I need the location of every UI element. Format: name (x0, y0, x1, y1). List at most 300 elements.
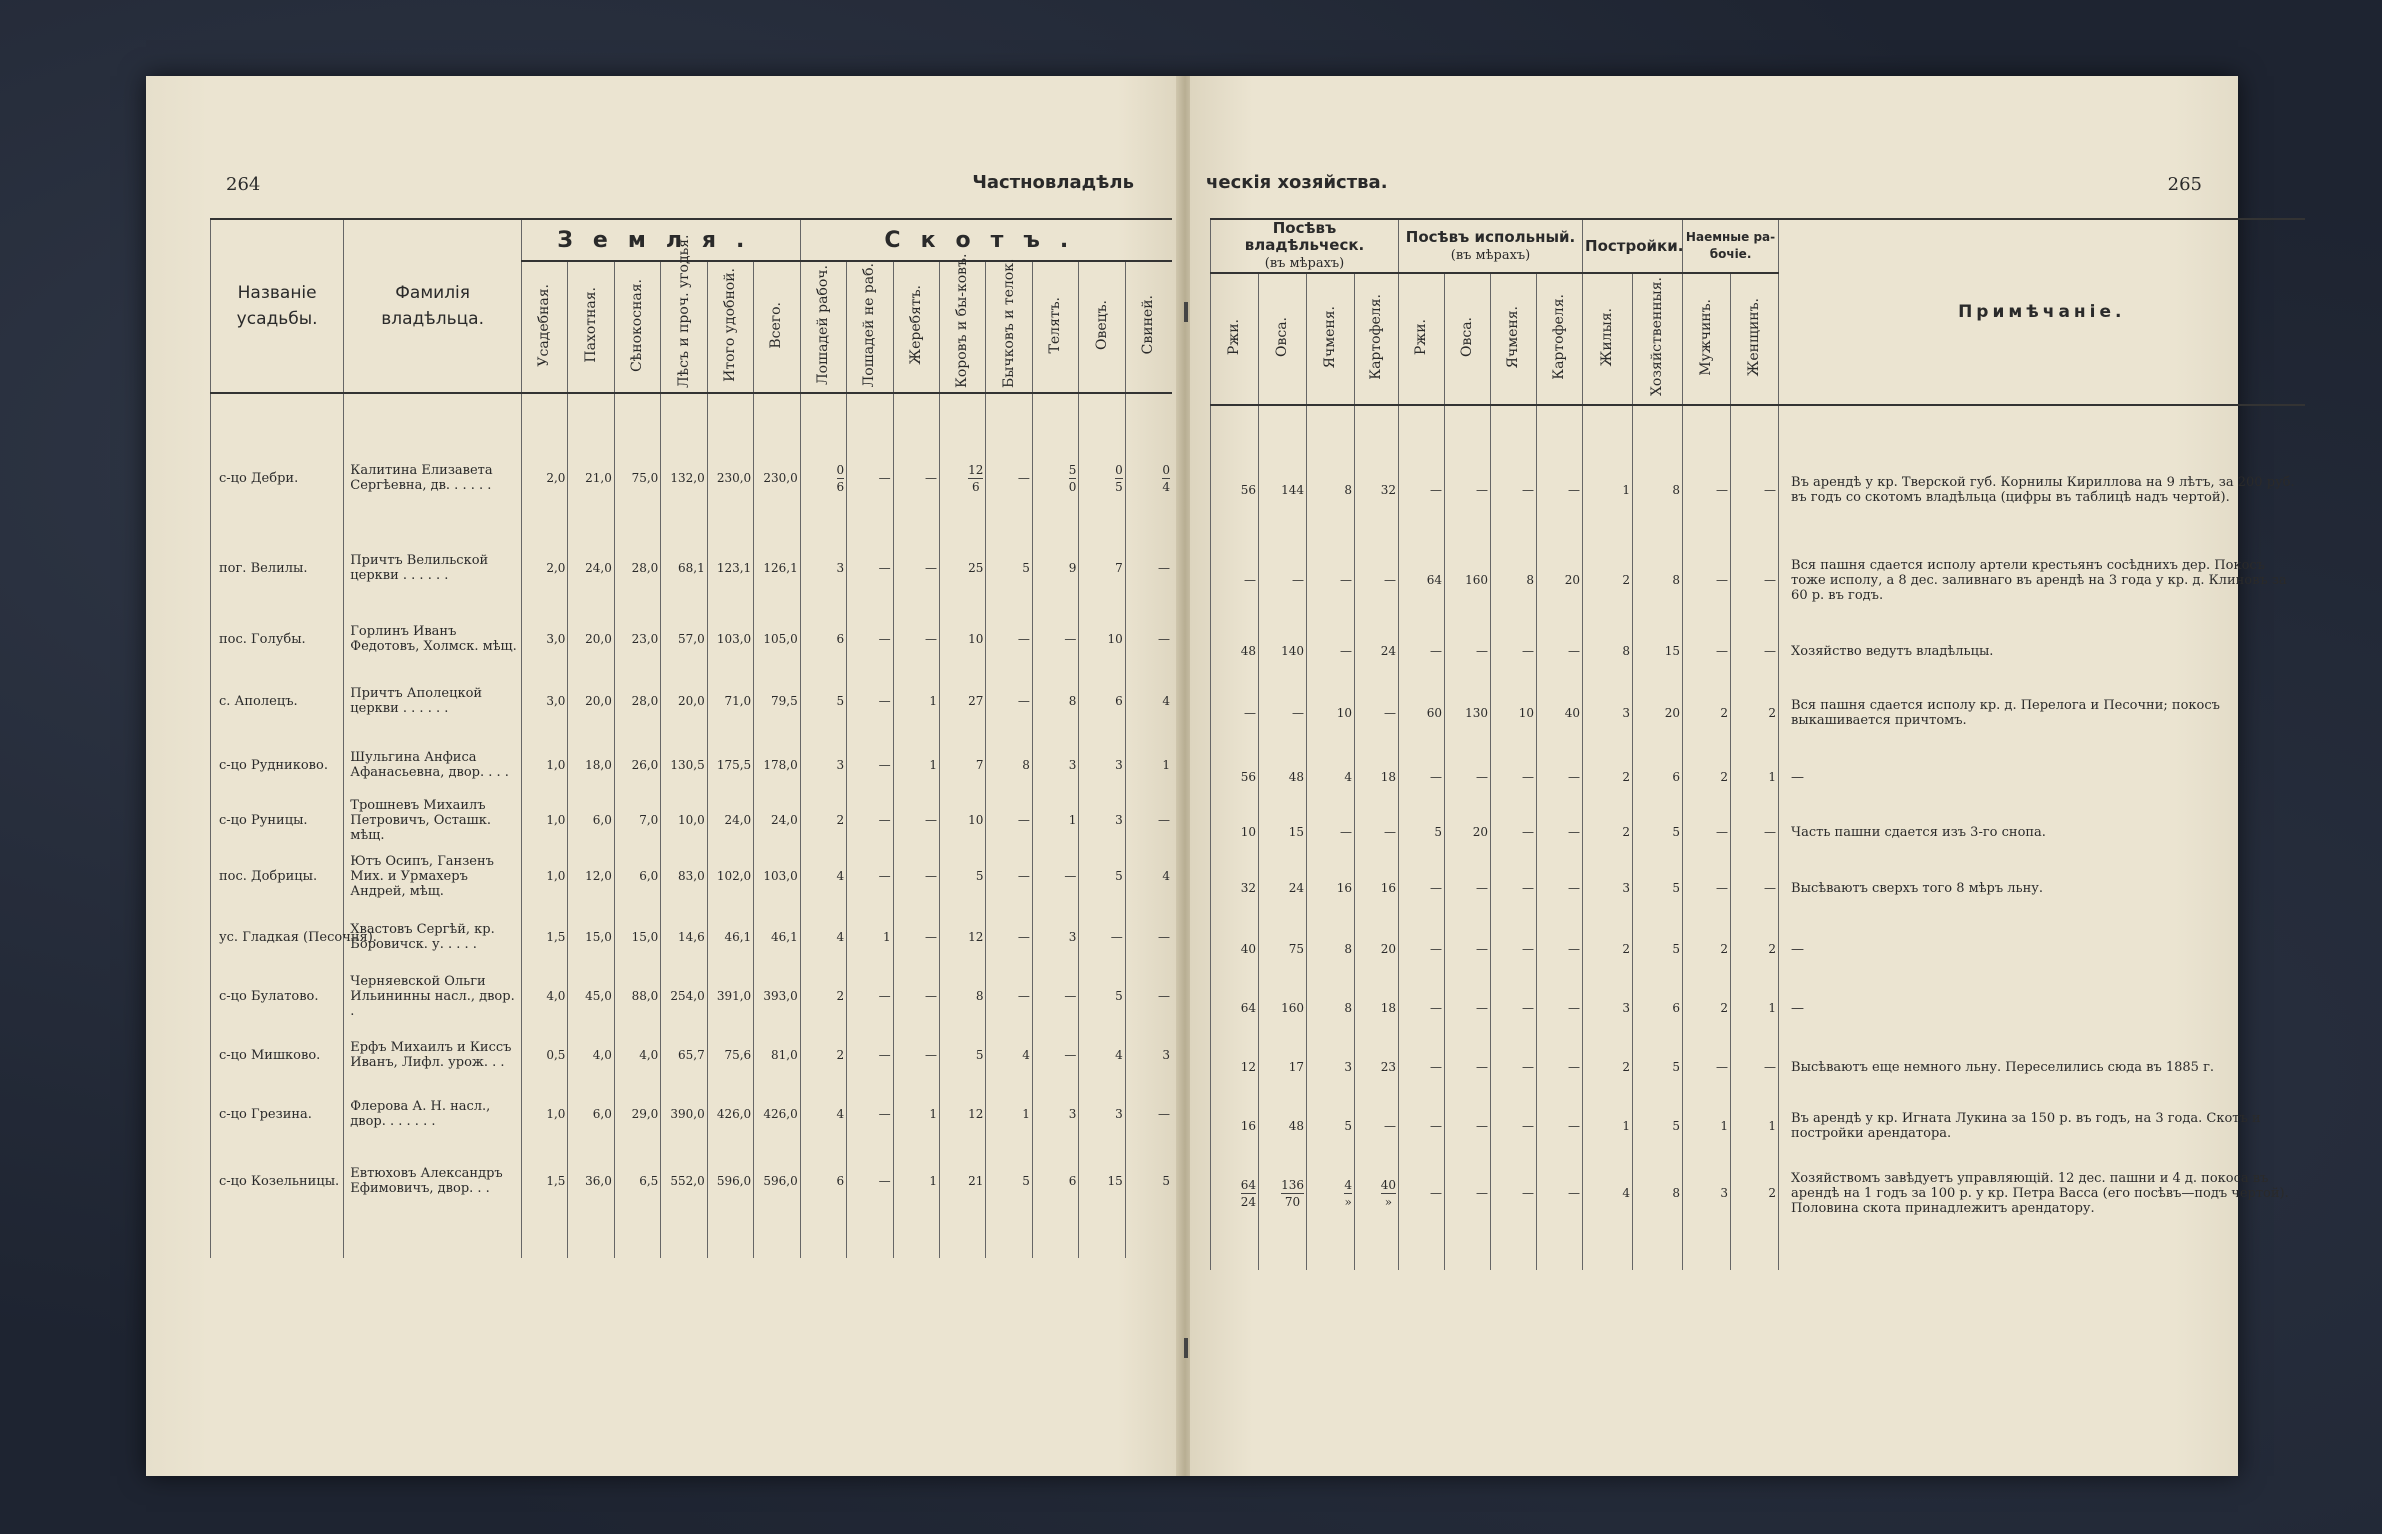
sowing-share-col-header-1 (1445, 273, 1491, 405)
spacer-cell (754, 1220, 801, 1258)
owner-name: Черняевской Ольги Ильининны насл., двор. . (344, 968, 522, 1024)
sowing-own-value: — (1259, 678, 1307, 748)
buildings-value: 5 (1633, 1036, 1683, 1098)
cattle-value: 4 (800, 1086, 846, 1142)
cattle-value: 8 (986, 736, 1032, 794)
cattle-col-header-5-label: Телятъ. (1047, 296, 1064, 354)
spacer-cell (1259, 1232, 1307, 1270)
spacer-cell (1259, 405, 1307, 444)
sowing-share-value: 20 (1537, 536, 1583, 624)
buildings-value: 2 (1583, 918, 1633, 980)
spacer-row (1211, 405, 2305, 444)
land-value: 79,5 (754, 666, 801, 736)
cattle-value: 10 (940, 612, 986, 666)
workers-value: — (1683, 1036, 1731, 1098)
fraction-bottom: 70 (1284, 1194, 1301, 1209)
sowing-share-value: 40 (1537, 678, 1583, 748)
land-value: 103,0 (754, 846, 801, 906)
owner-name: Горлинъ Иванъ Федотовъ, Холмск. мѣщ. (344, 612, 522, 666)
land-value: 175,5 (707, 736, 753, 794)
table-row (1211, 1036, 2305, 1098)
cattle-value: 3 (1125, 1024, 1172, 1086)
cattle-value: — (893, 432, 939, 524)
sowing-own-value: — (1355, 806, 1399, 858)
cattle-value: — (847, 432, 893, 524)
sowing-own-value: 24 (1355, 624, 1399, 678)
fraction-top: 0 (1162, 462, 1170, 477)
spacer-cell (986, 393, 1032, 432)
land-value: 230,0 (754, 432, 801, 524)
land-value: 6,0 (568, 1086, 614, 1142)
estate-name: с-цо Козельницы. (211, 1142, 344, 1220)
sowing-own-value: 8 (1307, 444, 1355, 536)
fraction-value (837, 462, 845, 495)
table-row (1211, 678, 2305, 748)
sowing-own-value: — (1355, 536, 1399, 624)
workers-value: — (1731, 806, 1779, 858)
spacer-cell (1633, 1232, 1683, 1270)
land-value: 105,0 (754, 612, 801, 666)
workers-value: — (1683, 536, 1731, 624)
sowing-own-value: 32 (1211, 858, 1259, 918)
table-row (211, 736, 1173, 794)
spacer-cell (1125, 393, 1172, 432)
table-row (211, 1024, 1173, 1086)
cattle-value: 1 (893, 666, 939, 736)
cattle-value (940, 432, 986, 524)
sowing-share-value: 64 (1399, 536, 1445, 624)
sowing-own-col-header-0-label: Ржи. (1226, 318, 1242, 356)
land-value: 46,1 (707, 906, 753, 968)
binding-staple-top (1184, 302, 1188, 322)
sowing-own-value: 4 (1307, 748, 1355, 806)
sowing-share-value: — (1445, 1098, 1491, 1154)
note-text: Часть пашни сдается изъ 3-го снопа. (1779, 806, 2305, 858)
sowing-share-value: — (1399, 1036, 1445, 1098)
cattle-col-header-3-label: Коровъ и бы-ковъ. (954, 253, 971, 388)
note-text: — (1779, 748, 2305, 806)
land-value: 102,0 (707, 846, 753, 906)
buildings-value: 4 (1583, 1154, 1633, 1232)
land-value: 1,5 (522, 1142, 568, 1220)
land-value: 0,5 (522, 1024, 568, 1086)
cattle-value: — (986, 794, 1032, 846)
sowing-own-value: 56 (1211, 748, 1259, 806)
spacer-cell (1211, 405, 1259, 444)
spacer-cell (1583, 405, 1633, 444)
sowing-share-value: — (1491, 624, 1537, 678)
land-value: 75,6 (707, 1024, 753, 1086)
cattle-value: — (1125, 524, 1172, 612)
buildings-value: 8 (1583, 624, 1633, 678)
land-value: 36,0 (568, 1142, 614, 1220)
workers-value: 1 (1683, 1098, 1731, 1154)
spacer-cell (940, 393, 986, 432)
sowing-share-value: — (1537, 806, 1583, 858)
cattle-value: 8 (1032, 666, 1078, 736)
buildings-col-header-0-label: Жилыя. (1599, 307, 1616, 367)
sowing-own-value: — (1211, 536, 1259, 624)
spacer-cell (986, 1220, 1032, 1258)
cattle-value: — (893, 794, 939, 846)
land-value: 2,0 (522, 432, 568, 524)
workers-value: 1 (1731, 748, 1779, 806)
buildings-col-header-0 (1583, 273, 1633, 405)
sowing-share-value: — (1491, 444, 1537, 536)
fraction-top: 5 (1068, 462, 1077, 477)
land-col-header-1 (568, 261, 614, 393)
owner-name: Трошневъ Михаилъ Петровичъ, Осташк. мѣщ. (344, 794, 522, 846)
cattle-value: 4 (800, 906, 846, 968)
buildings-value: 3 (1583, 980, 1633, 1036)
land-value: 390,0 (661, 1086, 707, 1142)
workers-value: — (1683, 444, 1731, 536)
workers-value: — (1683, 806, 1731, 858)
table-row (211, 906, 1173, 968)
running-title-left: Частновладѣль (972, 172, 1134, 193)
spacer-cell (211, 1220, 344, 1258)
cattle-value: 5 (1079, 846, 1125, 906)
sowing-share-value: — (1445, 980, 1491, 1036)
table-row (211, 524, 1173, 612)
cattle-value: 1 (847, 906, 893, 968)
sowing-share-value: — (1491, 1036, 1537, 1098)
estate-name: с-цо Булатово. (211, 968, 344, 1024)
sowing-own-unit: (въ мѣрахъ) (1264, 256, 1345, 271)
sowing-share-value: — (1537, 1098, 1583, 1154)
fraction-bottom: 5 (1115, 479, 1123, 494)
sowing-share-value: — (1491, 918, 1537, 980)
land-value: 6,0 (568, 794, 614, 846)
land-group-header: Земля. (522, 219, 801, 261)
spacer-cell (1633, 405, 1683, 444)
workers-col-header-0 (1683, 273, 1731, 405)
fraction-top: 0 (1115, 462, 1123, 477)
cattle-value: 1 (893, 736, 939, 794)
sowing-own-value (1259, 1154, 1307, 1232)
workers-value: 2 (1683, 980, 1731, 1036)
cattle-value: 5 (1079, 968, 1125, 1024)
workers-value: — (1731, 858, 1779, 918)
land-col-header-5 (754, 261, 801, 393)
cattle-col-header-5 (1032, 261, 1078, 393)
owner-name: Хвастовъ Сергѣй, кр. Боровичск. у. . . . . (344, 906, 522, 968)
sowing-own-col-header-2-label: Ячменя. (1322, 305, 1338, 369)
cattle-value: — (847, 736, 893, 794)
buildings-value: 5 (1633, 806, 1683, 858)
cattle-value: 2 (800, 794, 846, 846)
note-text: — (1779, 980, 2305, 1036)
sowing-own-value: 32 (1355, 444, 1399, 536)
land-col-header-5-label: Всего. (768, 301, 785, 349)
sowing-own-value: 3 (1307, 1036, 1355, 1098)
cattle-value (1079, 432, 1125, 524)
spacer-cell (1491, 405, 1537, 444)
estate-header: Названіе усадьбы. (211, 219, 344, 393)
owner-name: Причтъ Аполецкой церкви . . . . . . (344, 666, 522, 736)
table-right (1210, 218, 2305, 1270)
land-col-header-2-label: Сѣнокосная. (629, 278, 646, 372)
land-value: 426,0 (754, 1086, 801, 1142)
sowing-share-value: — (1537, 918, 1583, 980)
sowing-own-value: 144 (1259, 444, 1307, 536)
cattle-value: 3 (800, 524, 846, 612)
buildings-value: 2 (1583, 536, 1633, 624)
sowing-own-value: 75 (1259, 918, 1307, 980)
land-value: 26,0 (614, 736, 660, 794)
page-number-left: 264 (226, 174, 261, 195)
sowing-share-value: — (1445, 1036, 1491, 1098)
buildings-value: 5 (1633, 918, 1683, 980)
buildings-value: 1 (1583, 444, 1633, 536)
cattle-value: 3 (1032, 906, 1078, 968)
spacer-cell (661, 393, 707, 432)
owner-name: Причтъ Велильской церкви . . . . . . (344, 524, 522, 612)
cattle-value: 2 (800, 968, 846, 1024)
cattle-value: — (893, 612, 939, 666)
note-text: Хозяйствомъ завѣдуетъ управляющій. 12 дес. пашни и 4 д. покоса въ арендѣ на 1 годъ за 100 р. у кр. Петра Васса (его посѣвъ—подъ чертой). Половина скота принадлежитъ арендатору. (1779, 1154, 2305, 1232)
spacer-cell (211, 393, 344, 432)
sowing-own-value: 18 (1355, 748, 1399, 806)
land-value: 20,0 (568, 612, 614, 666)
buildings-value: 6 (1633, 980, 1683, 1036)
sowing-share-value: — (1445, 444, 1491, 536)
spacer-cell (754, 393, 801, 432)
cattle-value: — (1079, 906, 1125, 968)
land-value: 130,5 (661, 736, 707, 794)
sowing-own-col-header-1-label: Овса. (1274, 317, 1290, 357)
cattle-value: 10 (1079, 612, 1125, 666)
fraction-value (1241, 1177, 1256, 1210)
sowing-own-value: 48 (1259, 748, 1307, 806)
workers-group-header: Наемные ра-бочіе. (1683, 219, 1779, 273)
sowing-own-value: — (1259, 536, 1307, 624)
fraction-bottom: » (1344, 1194, 1352, 1209)
cattle-value: — (847, 612, 893, 666)
cattle-value: — (986, 906, 1032, 968)
cattle-value: 12 (940, 1086, 986, 1142)
sowing-share-col-header-0 (1399, 273, 1445, 405)
sowing-share-value: — (1399, 444, 1445, 536)
sowing-own-col-header-0 (1211, 273, 1259, 405)
cattle-value (1125, 432, 1172, 524)
sowing-share-value: — (1399, 1098, 1445, 1154)
left-page (146, 76, 1180, 1476)
spacer-row (1211, 1232, 2305, 1270)
cattle-value: 25 (940, 524, 986, 612)
spacer-cell (1491, 1232, 1537, 1270)
buildings-value: 2 (1583, 1036, 1633, 1098)
cattle-value: 6 (1079, 666, 1125, 736)
cattle-col-header-2-label: Жеребятъ. (907, 285, 924, 365)
cattle-value: 3 (1032, 1086, 1078, 1142)
sowing-share-value: 5 (1399, 806, 1445, 858)
note-text: Хозяйство ведутъ владѣльцы. (1779, 624, 2305, 678)
workers-value: 2 (1683, 678, 1731, 748)
cattle-value: — (893, 1024, 939, 1086)
cattle-value: — (986, 612, 1032, 666)
cattle-value: 3 (1079, 1086, 1125, 1142)
spacer-cell (344, 1220, 522, 1258)
sowing-own-value: — (1355, 1098, 1399, 1154)
sowing-share-value: 130 (1445, 678, 1491, 748)
land-value: 65,7 (661, 1024, 707, 1086)
land-value: 28,0 (614, 524, 660, 612)
land-value: 57,0 (661, 612, 707, 666)
land-value: 10,0 (661, 794, 707, 846)
cattle-col-header-3 (940, 253, 986, 393)
owner-name: Флерова А. Н. насл., двор. . . . . . . (344, 1086, 522, 1142)
sowing-own-value: 12 (1211, 1036, 1259, 1098)
cattle-value: 1 (893, 1142, 939, 1220)
cattle-value: — (847, 666, 893, 736)
workers-value: — (1683, 624, 1731, 678)
fraction-top: 12 (968, 462, 984, 477)
right-page (1190, 76, 2295, 1476)
cattle-col-header-0 (800, 261, 846, 393)
cattle-value: 12 (940, 906, 986, 968)
sowing-share-col-header-1-label: Овса. (1459, 317, 1475, 357)
land-value: 552,0 (661, 1142, 707, 1220)
sowing-share-value: — (1399, 624, 1445, 678)
workers-col-header-1-label: Женщинъ. (1746, 297, 1763, 377)
running-title-right: ческія хозяйства. (1206, 172, 1388, 193)
spacer-cell (1779, 405, 2305, 444)
land-value: 1,0 (522, 846, 568, 906)
cattle-value: — (1032, 612, 1078, 666)
table-row (1211, 624, 2305, 678)
land-value: 178,0 (754, 736, 801, 794)
cattle-value: 5 (986, 524, 1032, 612)
fraction-value (1162, 462, 1170, 495)
estate-name: ус. Гладкая (Песочня). (211, 906, 344, 968)
sowing-own-value: 64 (1211, 980, 1259, 1036)
spacer-cell (1683, 405, 1731, 444)
cattle-value: — (847, 968, 893, 1024)
land-value: 4,0 (568, 1024, 614, 1086)
sowing-share-col-header-2-label: Ячменя. (1505, 305, 1521, 369)
sowing-share-value: 20 (1445, 806, 1491, 858)
cattle-value (1032, 432, 1078, 524)
sowing-share-value: — (1491, 980, 1537, 1036)
estate-name: с-цо Руницы. (211, 794, 344, 846)
land-value: 68,1 (661, 524, 707, 612)
buildings-value: 20 (1633, 678, 1683, 748)
land-value: 20,0 (568, 666, 614, 736)
spacer-cell (1537, 1232, 1583, 1270)
sowing-share-col-header-3 (1537, 273, 1583, 405)
fraction-bottom: 24 (1240, 1194, 1256, 1209)
land-value: 7,0 (614, 794, 660, 846)
table-row (211, 1142, 1173, 1220)
cattle-col-header-6 (1079, 261, 1125, 393)
cattle-value: — (986, 846, 1032, 906)
notes-header: Примѣчаніе. (1779, 219, 2305, 405)
workers-value: — (1731, 624, 1779, 678)
cattle-value: — (986, 666, 1032, 736)
sowing-share-value: — (1491, 748, 1537, 806)
sowing-share-value: — (1537, 1036, 1583, 1098)
sowing-own-col-header-3 (1355, 273, 1399, 405)
sowing-share-value: — (1445, 918, 1491, 980)
spacer-cell (1079, 393, 1125, 432)
sowing-own-value: 10 (1307, 678, 1355, 748)
cattle-value: 4 (1079, 1024, 1125, 1086)
spacer-cell (1583, 1232, 1633, 1270)
sowing-share-value: — (1537, 980, 1583, 1036)
land-value: 4,0 (614, 1024, 660, 1086)
table-row (211, 846, 1173, 906)
fraction-value (1344, 1177, 1352, 1210)
spacer-cell (568, 393, 614, 432)
sowing-own-value: 10 (1211, 806, 1259, 858)
land-value: 75,0 (614, 432, 660, 524)
cattle-value: 1 (1032, 794, 1078, 846)
table-row (1211, 444, 2305, 536)
cattle-value: 1 (893, 1086, 939, 1142)
cattle-value: — (1125, 794, 1172, 846)
spacer-cell (1355, 1232, 1399, 1270)
sowing-share-value: — (1491, 806, 1537, 858)
spacer-cell (1399, 1232, 1445, 1270)
cattle-value: — (1032, 1024, 1078, 1086)
land-value: 230,0 (707, 432, 753, 524)
cattle-value: — (847, 846, 893, 906)
cattle-value: 21 (940, 1142, 986, 1220)
fraction-value (968, 462, 983, 495)
spacer-row (211, 393, 1173, 432)
spacer-cell (707, 1220, 753, 1258)
table-row (211, 794, 1173, 846)
land-value: 21,0 (568, 432, 614, 524)
cattle-value: — (847, 524, 893, 612)
sowing-own-value: 20 (1355, 918, 1399, 980)
sowing-own-value: 48 (1259, 1098, 1307, 1154)
cattle-col-header-4-label: Бычковъ и телок. (1000, 258, 1017, 388)
sowing-own-value: 16 (1211, 1098, 1259, 1154)
cattle-value: 2 (800, 1024, 846, 1086)
fraction-value (1069, 462, 1077, 495)
spacer-cell (707, 393, 753, 432)
land-value: 88,0 (614, 968, 660, 1024)
land-col-header-3-label: Лѣсъ и проч. угодья. (675, 234, 692, 388)
cattle-value (800, 432, 846, 524)
cattle-value: 5 (940, 1024, 986, 1086)
note-text: Вся пашня сдается исполу артели крестьянъ сосѣднихъ дер. Покосъ тоже исполу, а 8 дес. заливнаго въ арендѣ на 3 года у кр. д. Клиновъ за 60 р. въ годъ. (1779, 536, 2305, 624)
buildings-col-header-1 (1633, 273, 1683, 405)
cattle-group-header: Скотъ. (800, 219, 1172, 261)
spacer-cell (1355, 405, 1399, 444)
buildings-value: 6 (1633, 748, 1683, 806)
spacer-cell (1445, 405, 1491, 444)
land-value: 29,0 (614, 1086, 660, 1142)
sowing-share-value: 160 (1445, 536, 1491, 624)
buildings-col-header-1-label: Хозяйственныя. (1649, 277, 1666, 397)
cattle-value: — (986, 432, 1032, 524)
sowing-own-value: 23 (1355, 1036, 1399, 1098)
sowing-share-value: — (1399, 980, 1445, 1036)
workers-value: 1 (1731, 1098, 1779, 1154)
cattle-value: — (847, 1086, 893, 1142)
spacer-cell (614, 1220, 660, 1258)
land-value: 1,0 (522, 736, 568, 794)
fraction-value (1115, 462, 1123, 495)
workers-value: 2 (1731, 1154, 1779, 1232)
sowing-own-value: 40 (1211, 918, 1259, 980)
sowing-share-value: — (1399, 858, 1445, 918)
workers-value: — (1731, 536, 1779, 624)
land-col-header-4-label: Итого удобной. (721, 268, 738, 382)
